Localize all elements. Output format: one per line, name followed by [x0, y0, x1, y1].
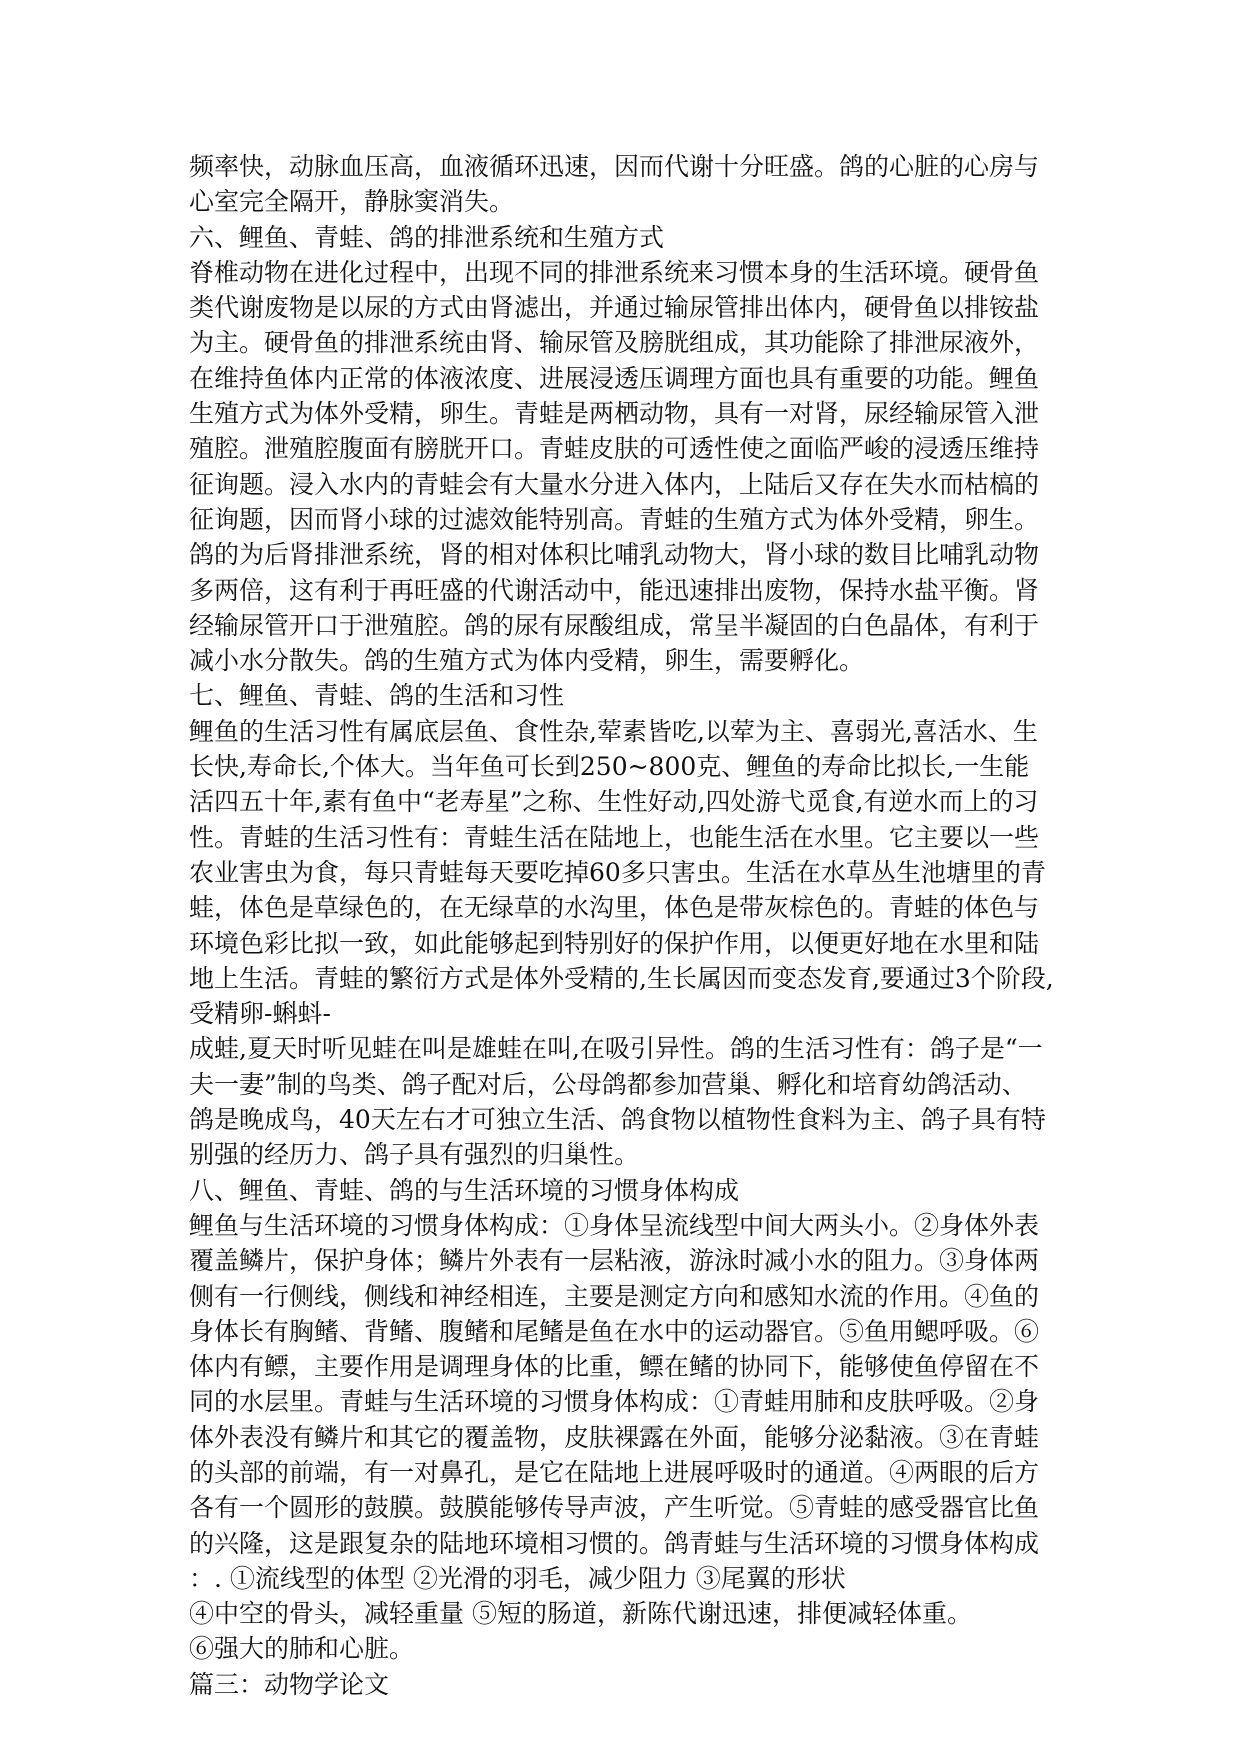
- text-line: ⑥强大的肺和心脏。: [189, 1634, 415, 1664]
- text-line: 频率快，动脉血压高，血液循环迅速，因而代谢十分旺盛。鸽的心脏的心房与: [189, 152, 1040, 181]
- text-line: 同的水层里。青蛙与生活环境的习惯身体构成：①青蛙用肺和皮肤呼吸。②身: [189, 1387, 1040, 1417]
- text-line: 鸽的为后肾排泄系统，肾的相对体积比哺乳动物大，肾小球的数目比哺乳动物: [189, 540, 1040, 570]
- text-line: 的头部的前端，有一对鼻孔，是它在陆地上进展呼吸时的通道。④两眼的后方: [189, 1457, 1040, 1487]
- text-line: 脊椎动物在进化过程中，出现不同的排泄系统来习惯本身的生活环境。硬骨鱼: [189, 257, 1040, 287]
- text-line: 为主。硬骨鱼的排泄系统由肾、输尿管及膀胱组成，其功能除了排泄尿液外，: [189, 328, 1040, 358]
- text-line: 心室完全隔开，静脉窦消失。: [189, 187, 515, 217]
- text-line: 各有一个圆形的鼓膜。鼓膜能够传导声波，产生听觉。⑤青蛙的感受器官比鱼: [189, 1493, 1040, 1523]
- section-heading: 七、鲤鱼、青蛙、鸽的生活和习性: [189, 681, 565, 711]
- text-line: 类代谢废物是以尿的方式由肾滤出，并通过输尿管排出体内，硬骨鱼以排铵盐: [189, 293, 1040, 323]
- text-line: 鸽是晚成鸟，40天左右才可独立生活、鸽食物以植物性食料为主、鸽子具有特: [189, 1105, 1046, 1135]
- text-line: 活四五十年,素有鱼中“老寿星”之称、生性好动,四处游弋觅食,有逆水而上的习: [189, 787, 1039, 817]
- section-heading: 六、鲤鱼、青蛙、鸽的排泄系统和生殖方式: [189, 222, 665, 252]
- text-line: 受精卵-蝌蚪-: [189, 999, 331, 1029]
- text-line: 成蛙,夏天时听见蛙在叫是雄蛙在叫,在吸引异性。鸽的生活习性有：鸽子是“一: [189, 1034, 1043, 1064]
- text-line: ④中空的骨头，减轻重量 ⑤短的肠道，新陈代谢迅速，排便减轻体重。: [189, 1599, 972, 1629]
- text-line: 鲤鱼与生活环境的习惯身体构成：①身体呈流线型中间大两头小。②身体外表: [189, 1210, 1040, 1240]
- section-heading: 八、鲤鱼、青蛙、鸽的与生活环境的习惯身体构成: [189, 1175, 740, 1205]
- text-line: 减小水分散失。鸽的生殖方式为体内受精，卵生，需要孵化。: [189, 646, 865, 676]
- section-heading: 篇三：动物学论文: [189, 1669, 390, 1699]
- text-line: 的兴隆，这是跟复杂的陆地环境相习惯的。鸽青蛙与生活环境的习惯身体构成: [189, 1528, 1040, 1558]
- text-line: 环境色彩比拟一致，如此能够起到特别好的保护作用，以便更好地在水里和陆: [189, 928, 1040, 958]
- text-line: 在维持鱼体内正常的体液浓度、进展浸透压调理方面也具有重要的功能。鲤鱼: [189, 363, 1040, 393]
- text-line: 经输尿管开口于泄殖腔。鸽的尿有尿酸组成，常呈半凝固的白色晶体，有利于: [189, 610, 1040, 640]
- text-line: 多两倍，这有利于再旺盛的代谢活动中，能迅速排出废物，保持水盐平衡。肾: [189, 575, 1040, 605]
- text-line: 蛙，体色是草绿色的，在无绿草的水沟里，体色是带灰棕色的。青蛙的体色与: [189, 893, 1040, 923]
- text-line: 别强的经历力、鸽子具有强烈的归巢性。: [189, 1140, 640, 1170]
- text-line: 身体长有胸鳍、背鳍、腹鳍和尾鳍是鱼在水中的运动器官。⑤鱼用鳃呼吸。⑥: [189, 1316, 1040, 1346]
- text-line: 殖腔。泄殖腔腹面有膀胱开口。青蛙皮肤的可透性使之面临严峻的浸透压维持: [189, 434, 1040, 464]
- text-line: 农业害虫为食，每只青蛙每天要吃掉60多只害虫。生活在水草丛生池塘里的青: [189, 857, 1046, 887]
- body-text: [189, 149, 1069, 1702]
- text-line: 侧有一行侧线，侧线和神经相连，主要是测定方向和感知水流的作用。④鱼的: [189, 1281, 1040, 1311]
- text-line: 体内有鳔，主要作用是调理身体的比重，鳔在鳍的协同下，能够使鱼停留在不: [189, 1352, 1040, 1382]
- text-line: 长快,寿命长,个体大。当年鱼可长到250~800克、鲤鱼的寿命比拟长,一生能: [189, 752, 1030, 782]
- text-line: 鲤鱼的生活习性有属底层鱼、食性杂,荤素皆吃,以荤为主、喜弱光,喜活水、生: [189, 716, 1038, 746]
- text-line: 性。青蛙的生活习性有：青蛙生活在陆地上，也能生活在水里。它主要以一些: [189, 822, 1040, 852]
- text-line: 征询题，因而肾小球的过滤效能特别高。青蛙的生殖方式为体外受精，卵生。: [189, 504, 1040, 534]
- text-line: 覆盖鳞片，保护身体；鳞片外表有一层粘液，游泳时减小水的阻力。③身体两: [189, 1246, 1040, 1276]
- text-line: 征询题。浸入水内的青蛙会有大量水分进入体内，上陆后又存在失水而枯槁的: [189, 469, 1040, 499]
- text-line: 地上生活。青蛙的繁衍方式是体外受精的,生长属因而变态发育,要通过3个阶段,: [189, 963, 1054, 993]
- text-line: 生殖方式为体外受精，卵生。青蛙是两栖动物，具有一对肾，尿经输尿管入泄: [189, 399, 1040, 429]
- text-line: ：. ①流线型的体型 ②光滑的羽毛，减少阻力 ③尾翼的形状: [189, 1563, 846, 1593]
- text-line: 体外表没有鳞片和其它的覆盖物，皮肤裸露在外面，能够分泌黏液。③在青蛙: [189, 1422, 1040, 1452]
- text-line: 夫一妻”制的鸟类、鸽子配对后，公母鸽都参加营巢、孵化和培育幼鸽活动、: [189, 1069, 1027, 1099]
